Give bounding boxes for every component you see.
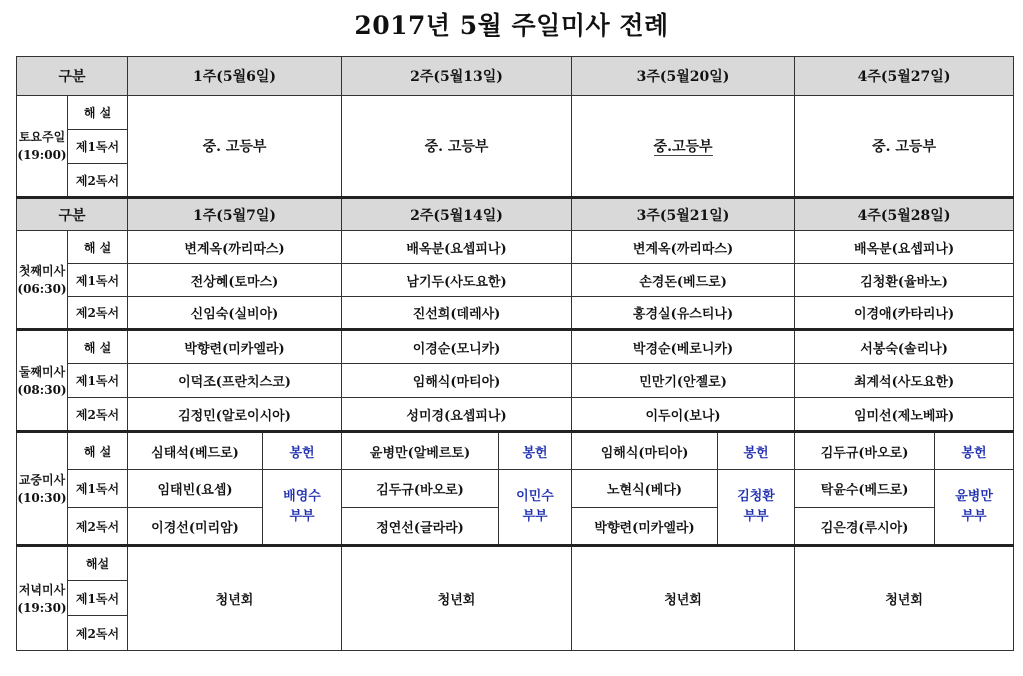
cell: 임미선(제노베파) xyxy=(795,398,1014,432)
cell: 배옥분(요셉피나) xyxy=(795,231,1014,264)
cell: 탁윤수(베드로) xyxy=(795,470,935,508)
table-row xyxy=(17,432,1014,470)
cell: 심태석(베드로) xyxy=(128,432,263,470)
table-row xyxy=(17,364,1014,398)
cell: 청년회 xyxy=(342,546,572,651)
cell: 이경선(미리암) xyxy=(128,508,263,546)
offering-label: 봉헌 xyxy=(718,432,795,470)
role-label: 제2독서 xyxy=(68,616,128,651)
week-header: 3주(5월21일) xyxy=(572,198,795,231)
offering-label: 봉헌 xyxy=(499,432,572,470)
cell: 정연선(글라라) xyxy=(342,508,499,546)
section-label-saturday: 토요주일 (19:00) xyxy=(17,96,68,198)
cell: 최계석(사도요한) xyxy=(795,364,1014,398)
role-label: 제2독서 xyxy=(68,398,128,432)
cell: 손경돈(베드로) xyxy=(572,264,795,297)
week-header: 2주(5월14일) xyxy=(342,198,572,231)
cell: 김청환(율바노) xyxy=(795,264,1014,297)
role-label: 제1독서 xyxy=(68,364,128,398)
role-label: 제1독서 xyxy=(68,130,128,164)
cell: 진선희(데레사) xyxy=(342,297,572,330)
cell: 남기두(사도요한) xyxy=(342,264,572,297)
offering-couple: 김청환 부부 xyxy=(718,470,795,546)
cell: 이경순(모니카) xyxy=(342,330,572,364)
cell: 서봉숙(솔리나) xyxy=(795,330,1014,364)
cell: 민만기(안젤로) xyxy=(572,364,795,398)
table-row xyxy=(17,297,1014,330)
role-label: 제2독서 xyxy=(68,508,128,546)
cell: 박경순(베로니카) xyxy=(572,330,795,364)
page-title: 2017년 5월 주일미사 전례 xyxy=(354,11,669,40)
header-label: 구분 xyxy=(17,198,128,231)
week-header: 4주(5월28일) xyxy=(795,198,1014,231)
role-label: 해 설 xyxy=(68,231,128,264)
table-row xyxy=(17,264,1014,297)
cell: 임해식(마티아) xyxy=(572,432,718,470)
section-label-evening-mass: 저녁미사 (19:30) xyxy=(17,546,68,651)
header-label: 구분 xyxy=(17,57,128,96)
cell: 중. 고등부 xyxy=(795,96,1014,198)
table-row xyxy=(17,96,1014,130)
header-row-sunday xyxy=(17,198,1014,231)
cell: 중. 고등부 xyxy=(128,96,342,198)
cell: 김정민(알로이시아) xyxy=(128,398,342,432)
cell: 김두규(바오로) xyxy=(795,432,935,470)
week-header: 3주(5월20일) xyxy=(572,57,795,96)
cell: 성미경(요셉피나) xyxy=(342,398,572,432)
cell: 윤병만(알베르토) xyxy=(342,432,499,470)
week-header: 2주(5월13일) xyxy=(342,57,572,96)
offering-couple: 배영수 부부 xyxy=(263,470,342,546)
role-label: 제2독서 xyxy=(68,164,128,198)
table-row xyxy=(17,546,1014,581)
section-label-second-mass: 둘째미사 (08:30) xyxy=(17,330,68,432)
cell: 중.고등부 xyxy=(572,96,795,198)
role-label: 해 설 xyxy=(68,96,128,130)
liturgy-schedule-table xyxy=(16,56,1014,651)
table-row xyxy=(17,398,1014,432)
cell: 청년회 xyxy=(795,546,1014,651)
section-label-first-mass: 첫째미사 (06:30) xyxy=(17,231,68,330)
cell: 노현식(베다) xyxy=(572,470,718,508)
offering-couple: 이민수 부부 xyxy=(499,470,572,546)
cell: 임태빈(요셉) xyxy=(128,470,263,508)
cell: 홍경실(유스티나) xyxy=(572,297,795,330)
role-label: 제1독서 xyxy=(68,581,128,616)
cell: 박향련(미카엘라) xyxy=(572,508,718,546)
role-label: 제1독서 xyxy=(68,470,128,508)
cell: 이두이(보나) xyxy=(572,398,795,432)
table-row xyxy=(17,231,1014,264)
cell: 박향련(미카엘라) xyxy=(128,330,342,364)
offering-label: 봉헌 xyxy=(263,432,342,470)
week-header: 1주(5월6일) xyxy=(128,57,342,96)
cell: 이경애(카타리나) xyxy=(795,297,1014,330)
cell: 배옥분(요셉피나) xyxy=(342,231,572,264)
cell: 신임숙(실비아) xyxy=(128,297,342,330)
role-label: 제2독서 xyxy=(68,297,128,330)
role-label: 제1독서 xyxy=(68,264,128,297)
cell: 청년회 xyxy=(572,546,795,651)
week-header: 1주(5월7일) xyxy=(128,198,342,231)
table-row xyxy=(17,470,1014,508)
cell: 이덕조(프란치스코) xyxy=(128,364,342,398)
role-label: 해 설 xyxy=(68,330,128,364)
cell: 청년회 xyxy=(128,546,342,651)
role-label: 해설 xyxy=(68,546,128,581)
week-header: 4주(5월27일) xyxy=(795,57,1014,96)
table-row xyxy=(17,330,1014,364)
cell: 임해식(마티아) xyxy=(342,364,572,398)
cell: 김은경(루시아) xyxy=(795,508,935,546)
role-label: 해 설 xyxy=(68,432,128,470)
offering-label: 봉헌 xyxy=(935,432,1014,470)
cell: 변계옥(까리따스) xyxy=(128,231,342,264)
cell: 전상혜(토마스) xyxy=(128,264,342,297)
cell: 변계옥(까리따스) xyxy=(572,231,795,264)
offering-couple: 윤병만 부부 xyxy=(935,470,1014,546)
cell: 김두규(바오로) xyxy=(342,470,499,508)
cell: 중. 고등부 xyxy=(342,96,572,198)
section-label-community-mass: 교중미사 (10:30) xyxy=(17,432,68,546)
header-row-saturday xyxy=(17,57,1014,96)
